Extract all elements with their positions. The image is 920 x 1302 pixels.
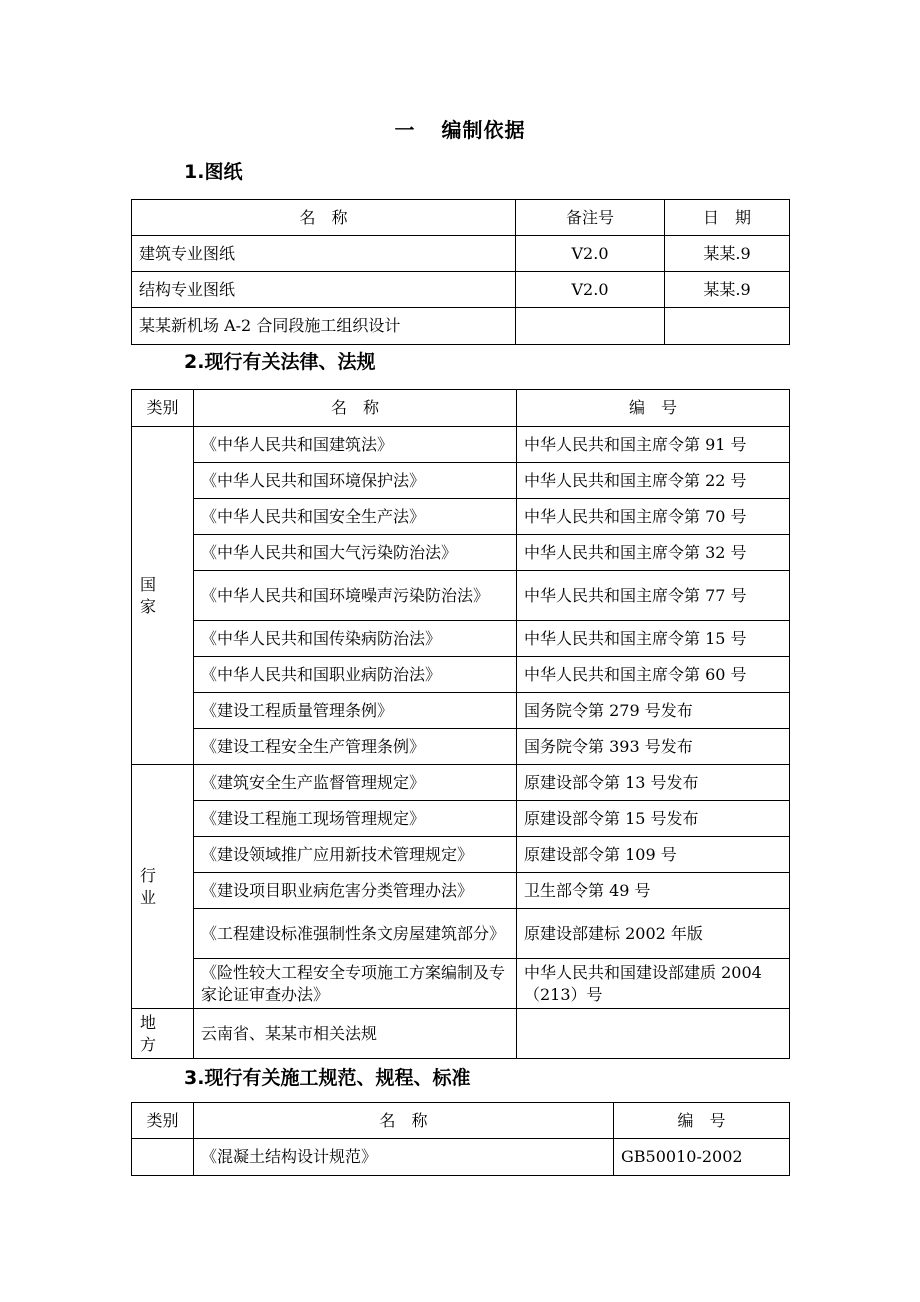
table-row — [132, 535, 790, 571]
header-name: 名 称 — [194, 390, 517, 427]
law-number: 中华人民共和国主席令第 22 号 — [517, 463, 790, 499]
table-row — [132, 1009, 790, 1059]
header-name: 名 称 — [194, 1103, 614, 1139]
cell-note: V2.0 — [516, 236, 665, 272]
cell-note — [516, 308, 665, 345]
category-industry: 行 业 — [132, 765, 194, 1009]
cell-name: 结构专业图纸 — [132, 272, 516, 308]
law-number — [517, 1009, 790, 1059]
standard-name: 《混凝土结构设计规范》 — [194, 1139, 614, 1176]
law-name: 《建设领域推广应用新技术管理规定》 — [194, 837, 517, 873]
header-name: 名 称 — [132, 200, 516, 236]
page-title — [0, 114, 920, 143]
table-row — [132, 1139, 790, 1176]
table-row — [132, 873, 790, 909]
law-name: 《中华人民共和国职业病防治法》 — [194, 657, 517, 693]
law-name: 《中华人民共和国大气污染防治法》 — [194, 535, 517, 571]
table-row — [132, 571, 790, 621]
cell-date — [665, 308, 790, 345]
header-category: 类别 — [132, 390, 194, 427]
table-row — [132, 801, 790, 837]
section1-heading: 1.图纸 — [184, 161, 243, 183]
law-name: 《建设工程安全生产管理条例》 — [194, 729, 517, 765]
law-number: 国务院令第 279 号发布 — [517, 693, 790, 729]
cell-date: 某某.9 — [665, 236, 790, 272]
cell-note: V2.0 — [516, 272, 665, 308]
law-number: 中华人民共和国主席令第 15 号 — [517, 621, 790, 657]
law-number: 中华人民共和国主席令第 70 号 — [517, 499, 790, 535]
law-number: 原建设部令第 13 号发布 — [517, 765, 790, 801]
table-row — [132, 499, 790, 535]
table-row — [132, 621, 790, 657]
table-row — [132, 837, 790, 873]
header-date: 日 期 — [665, 200, 790, 236]
law-name: 《建筑安全生产监督管理规定》 — [194, 765, 517, 801]
table-header-row — [132, 1103, 790, 1139]
cell-name: 建筑专业图纸 — [132, 236, 516, 272]
table-row — [132, 463, 790, 499]
law-name: 《工程建设标准强制性条文房屋建筑部分》 — [194, 909, 517, 959]
law-number: 原建设部建标 2002 年版 — [517, 909, 790, 959]
law-number: 中华人民共和国主席令第 32 号 — [517, 535, 790, 571]
standards-table — [131, 1102, 790, 1176]
table-row — [132, 427, 790, 463]
law-number: 卫生部令第 49 号 — [517, 873, 790, 909]
section2-heading: 2.现行有关法律、法规 — [184, 351, 376, 373]
table-row — [132, 909, 790, 959]
table-row — [132, 272, 790, 308]
law-name: 《建设工程质量管理条例》 — [194, 693, 517, 729]
section3-heading: 3.现行有关施工规范、规程、标准 — [184, 1067, 471, 1089]
table-row — [132, 765, 790, 801]
law-number: 中华人民共和国建设部建质 2004（213）号 — [517, 959, 790, 1009]
table-row — [132, 729, 790, 765]
law-name: 《建设项目职业病危害分类管理办法》 — [194, 873, 517, 909]
table-row — [132, 693, 790, 729]
category-local: 地 方 — [132, 1009, 194, 1059]
law-name: 《中华人民共和国环境噪声污染防治法》 — [194, 571, 517, 621]
table-row — [132, 236, 790, 272]
law-number: 中华人民共和国主席令第 91 号 — [517, 427, 790, 463]
law-number: 中华人民共和国主席令第 60 号 — [517, 657, 790, 693]
law-name: 《中华人民共和国环境保护法》 — [194, 463, 517, 499]
drawings-table — [131, 199, 790, 345]
law-number: 国务院令第 393 号发布 — [517, 729, 790, 765]
table-row — [132, 959, 790, 1009]
law-number: 原建设部令第 15 号发布 — [517, 801, 790, 837]
law-name: 《中华人民共和国传染病防治法》 — [194, 621, 517, 657]
header-note: 备注号 — [516, 200, 665, 236]
header-category: 类别 — [132, 1103, 194, 1139]
law-name: 《建设工程施工现场管理规定》 — [194, 801, 517, 837]
cell-name: 某某新机场 A-2 合同段施工组织设计 — [132, 308, 516, 345]
law-number: 原建设部令第 109 号 — [517, 837, 790, 873]
law-name: 《中华人民共和国建筑法》 — [194, 427, 517, 463]
law-name: 《中华人民共和国安全生产法》 — [194, 499, 517, 535]
law-number: 中华人民共和国主席令第 77 号 — [517, 571, 790, 621]
header-number: 编 号 — [517, 390, 790, 427]
category-national: 国 家 — [132, 427, 194, 765]
title-number: 一 — [394, 118, 416, 142]
law-name: 《险性较大工程安全专项施工方案编制及专家论证审查办法》 — [194, 959, 517, 1009]
laws-table — [131, 389, 790, 1059]
cell-date: 某某.9 — [665, 272, 790, 308]
law-name: 云南省、某某市相关法规 — [194, 1009, 517, 1059]
cell-category — [132, 1139, 194, 1176]
table-header-row — [132, 200, 790, 236]
table-header-row — [132, 390, 790, 427]
table-row — [132, 308, 790, 345]
table-row — [132, 657, 790, 693]
standard-number: GB50010-2002 — [614, 1139, 790, 1176]
header-number: 编 号 — [614, 1103, 790, 1139]
title-text: 编制依据 — [441, 118, 526, 142]
